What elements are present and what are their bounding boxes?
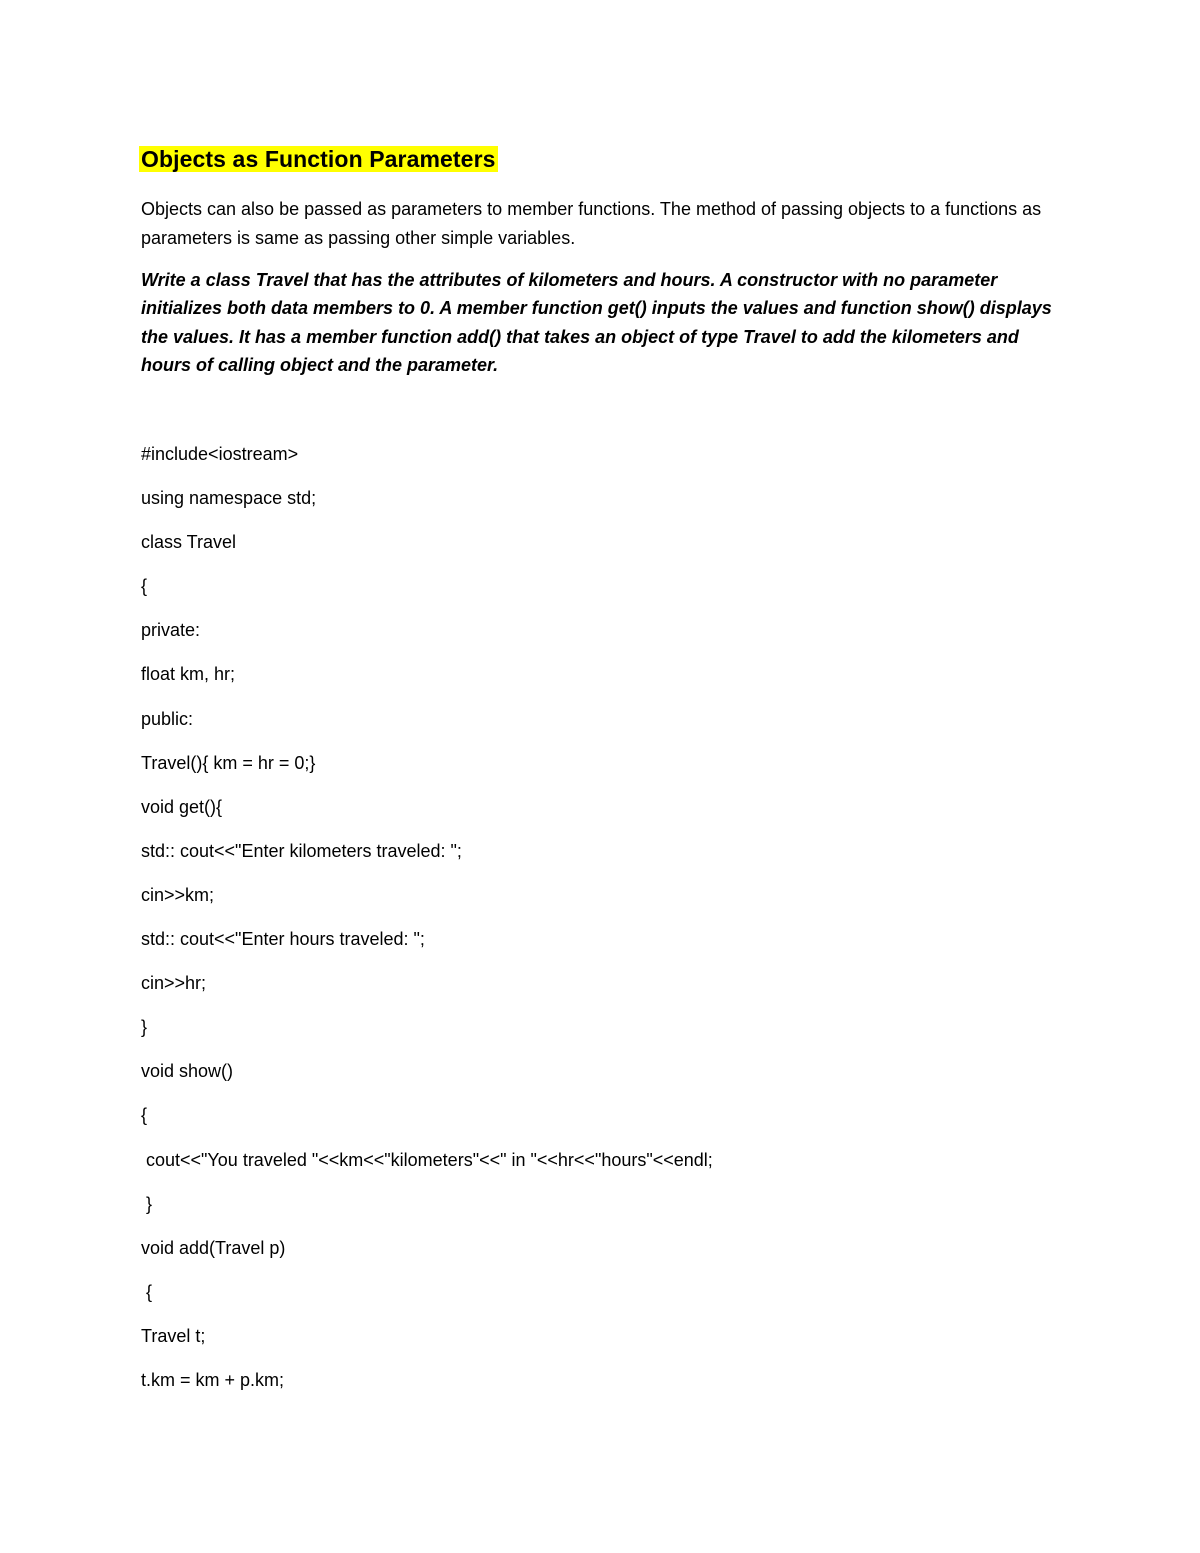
code-line: { xyxy=(141,576,148,597)
code-line: cin>>km; xyxy=(141,884,215,905)
code-line: t.km = km + p.km; xyxy=(141,1369,285,1390)
code-line: public: xyxy=(141,708,194,729)
intro-paragraph: Objects can also be passed as parameters to member functions. The method of passing objects to a functions as parameters is same as passing other simple variables. xyxy=(141,199,1042,248)
code-line: float km, hr; xyxy=(141,664,236,685)
code-listing xyxy=(141,440,713,1410)
code-line: using namespace std; xyxy=(141,488,317,509)
code-line: { xyxy=(141,1281,153,1302)
code-line: Travel(){ km = hr = 0;} xyxy=(141,752,316,773)
code-line: { xyxy=(141,1105,148,1126)
code-line: #include<iostream> xyxy=(141,444,299,464)
highlighted-heading-text: Objects as Function Parameters xyxy=(141,146,496,172)
code-line: cin>>hr; xyxy=(141,973,207,994)
code-line: Travel t; xyxy=(141,1325,206,1346)
code-line: void add(Travel p) xyxy=(141,1237,286,1258)
task-statement: Write a class Travel that has the attributes of kilometers and hours. A constructor with no parameter initializes both data members to 0. A member function get() inputs the values and function show() displays the values. It has a member function add() that takes an object of type Travel to add the kilometers and hours of calling object and the parameter. xyxy=(141,270,1052,375)
code-line: void show() xyxy=(141,1061,234,1082)
code-line: } xyxy=(141,1017,148,1038)
code-line: class Travel xyxy=(141,532,237,553)
code-line: private: xyxy=(141,620,201,641)
code-line: cout<<"You traveled "<<km<<"kilometers"<<" in "<<hr<<"hours"<<endl; xyxy=(141,1149,713,1170)
section-heading xyxy=(139,143,498,175)
code-line: } xyxy=(141,1193,153,1214)
code-line: std:: cout<<"Enter kilometers traveled: "; xyxy=(141,840,462,861)
code-line: std:: cout<<"Enter hours traveled: "; xyxy=(141,929,425,950)
code-line: void get(){ xyxy=(141,796,223,817)
